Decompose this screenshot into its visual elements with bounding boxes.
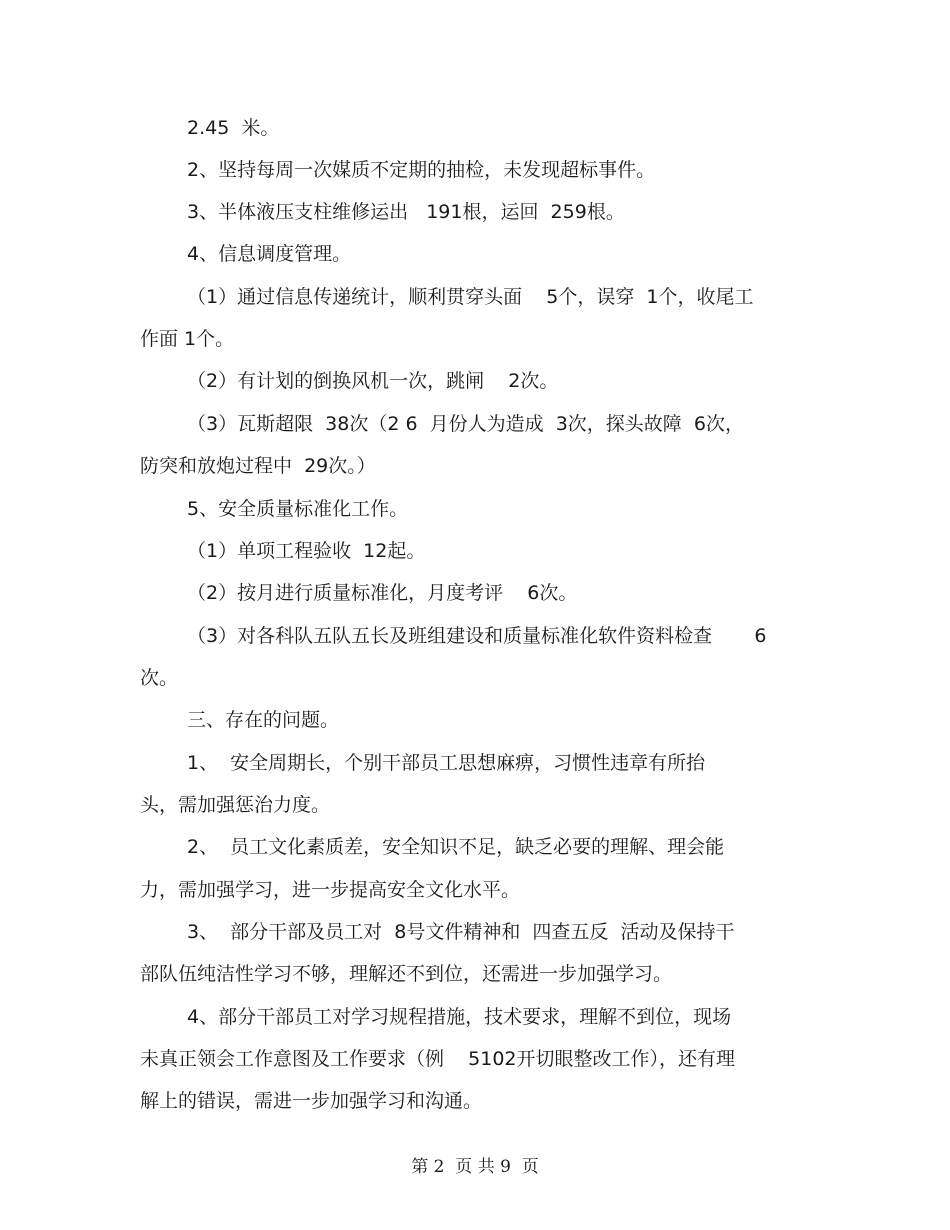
text-line-15: 三、存在的问题。 — [187, 709, 340, 731]
text-line-9: 防突和放炮过程中 29次。） — [140, 455, 376, 477]
page-number-footer: 第 2 页 共 9 页 — [411, 1157, 539, 1177]
text-line-1: 2.45 米。 — [187, 117, 280, 139]
text-line-24: 解上的错误，需进一步加强学习和沟通。 — [140, 1090, 483, 1112]
text-line-4: 4、信息调度管理。 — [187, 243, 352, 265]
text-line-18: 2、 员工文化素质差，安全知识不足，缺乏必要的理解、理会能 — [187, 836, 725, 858]
text-line-22: 4、部分干部员工对学习规程措施，技术要求，理解不到位，现场 — [187, 1006, 732, 1028]
text-line-20: 3、 部分干部及员工对 8号文件精神和 四查五反 活动及保持干 — [187, 921, 735, 943]
text-line-10: 5、安全质量标准化工作。 — [187, 498, 409, 520]
text-line-19: 力，需加强学习，进一步提高安全文化水平。 — [140, 879, 521, 901]
text-line-23: 未真正领会工作意图及工作要求（例 5102开切眼整改工作），还有理 — [140, 1048, 736, 1070]
text-line-7: （2）有计划的倒换风机一次，跳闸 2次。 — [187, 370, 559, 392]
text-line-21: 部队伍纯洁性学习不够，理解还不到位，还需进一步加强学习。 — [140, 963, 673, 985]
text-line-14: 次。 — [140, 667, 179, 689]
text-line-12: （2）按月进行质量标准化，月度考评 6次。 — [187, 582, 578, 604]
text-line-11: （1）单项工程验收 12起。 — [187, 540, 426, 562]
text-line-17: 头，需加强惩治力度。 — [140, 794, 331, 816]
text-line-13: （3）对各科队五队五长及班组建设和质量标准化软件资料检查 6 — [187, 625, 767, 647]
text-line-5: （1）通过信息传递统计，顺利贯穿头面 5个，误穿 1个，收尾工 — [187, 286, 754, 308]
text-line-8: （3）瓦斯超限 38次（2 6 月份人为造成 3次，探头故障 6次， — [187, 413, 744, 435]
text-line-16: 1、 安全周期长，个别干部员工思想麻痹，习惯性违章有所抬 — [187, 752, 706, 774]
text-line-6: 作面 1个。 — [140, 328, 235, 350]
text-line-3: 3、半体液压支柱维修运出 191根，运回 259根。 — [187, 201, 625, 223]
text-line-2: 2、坚持每周一次媒质不定期的抽检，未发现超标事件。 — [187, 159, 656, 181]
